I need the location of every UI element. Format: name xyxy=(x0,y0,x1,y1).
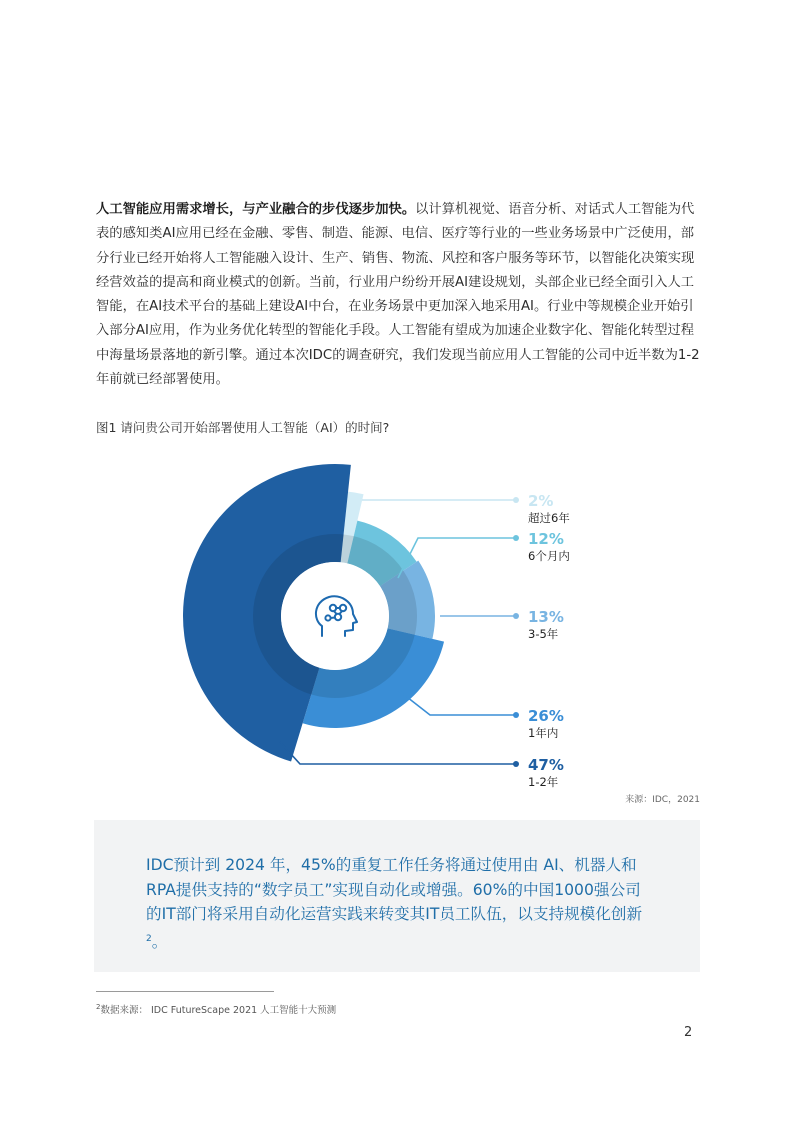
intro-paragraph xyxy=(96,198,702,392)
callout-body: IDC预计到 2024 年，45%的重复工作任务将通过使用由 AI、机器人和RPA提供支持的“数字员工”实现自动化或增强。60%的中国1000强公司的IT部门将采用自动化运营实践来转变其IT员工队伍，以支持规模化创新 xyxy=(146,856,643,923)
figure-title: 图1 请问贵公司开始部署使用人工智能（AI）的时间? xyxy=(96,420,390,435)
footnote-marker: 2 xyxy=(96,1002,101,1011)
footnote xyxy=(96,1002,336,1016)
callout-footnote-ref: 2 xyxy=(146,933,152,944)
leader-dot-5 xyxy=(513,761,519,767)
leader-dot-2 xyxy=(513,535,519,541)
label-percent-2: 12% xyxy=(528,530,564,548)
donut-chart xyxy=(0,440,794,800)
intro-body: 以计算机视觉、语音分析、对话式人工智能为代表的感知类AI应用已经在金融、零售、制造、能源、电信、医疗等行业的一些业务场景中广泛使用，部分行业已经开始将人工智能融入设计、生产、销售、物流、风控和客户服务等环节，以智能化决策实现经营效益的提高和商业模式的创新。当前，行业用户纷纷开展AI建设规划，头部企业已经全面引入人工智能，在AI技术平台的基础上建设AI中台，在业务场景中更加深入地采用AI。行业中等规模企业开始引入部分AI应用，作为业务优化转型的智能化手段。人工智能有望成为加速企业数字化、智能化转型过程中海量场景落地的新引擎。通过本次IDC的调查研究，我们发现当前应用人工智能的公司中近半数为1-2年前就已经部署使用。 xyxy=(96,202,700,388)
label-percent-4: 26% xyxy=(528,707,564,725)
label-category-5: 1-2年 xyxy=(528,775,559,789)
leader-dot-4 xyxy=(513,712,519,718)
page-number: 2 xyxy=(684,1025,693,1040)
callout-end: 。 xyxy=(151,932,168,951)
callout-box xyxy=(94,820,700,972)
label-category-1: 超过6年 xyxy=(528,511,570,525)
label-percent-1: 2% xyxy=(528,492,554,510)
leader-line-4 xyxy=(398,690,516,715)
label-percent-5: 47% xyxy=(528,756,564,774)
callout-text xyxy=(146,853,656,954)
footnote-divider xyxy=(96,991,274,992)
label-percent-3: 13% xyxy=(528,608,564,626)
leader-dot-3 xyxy=(513,613,519,619)
figure-source: 来源：IDC，2021 xyxy=(625,795,700,805)
intro-lead: 人工智能应用需求增长，与产业融合的步伐逐步加快。 xyxy=(96,202,416,217)
label-category-4: 1年内 xyxy=(528,726,559,740)
leader-dot-1 xyxy=(513,497,519,503)
label-category-3: 3-5年 xyxy=(528,627,559,641)
footnote-text: 数据来源： IDC FutureScape 2021 人工智能十大预测 xyxy=(100,1005,337,1016)
leader-line-5 xyxy=(280,742,516,764)
label-category-2: 6个月内 xyxy=(528,549,570,563)
chart-labels xyxy=(528,492,570,789)
